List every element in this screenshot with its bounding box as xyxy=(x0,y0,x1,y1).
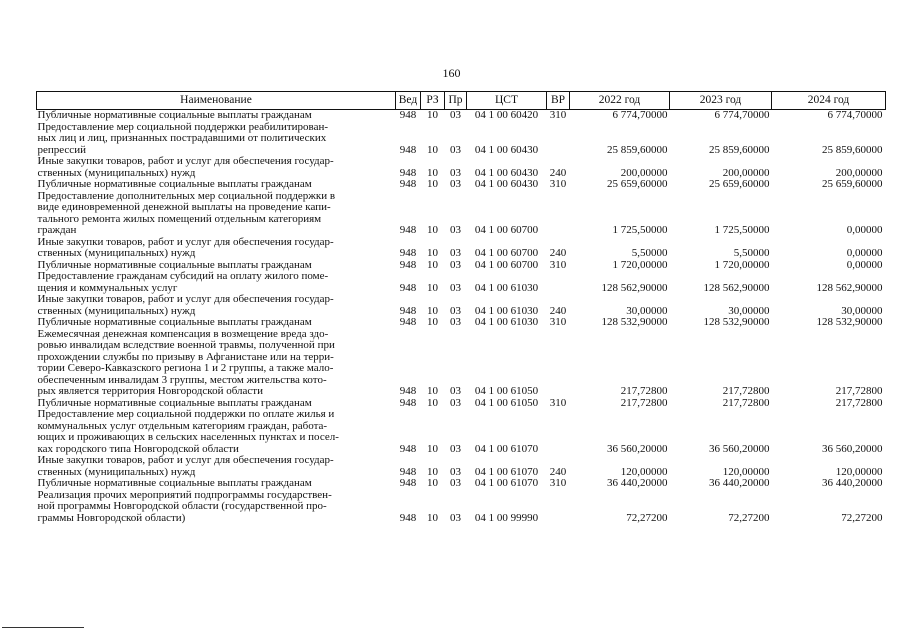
row-ved-cell: 948 xyxy=(399,258,417,271)
row-2022-cell: 6 774,70000 xyxy=(612,109,668,121)
row-2022-cell: 30,00000 xyxy=(626,304,668,317)
row-cst-cell: 04 1 00 61070 xyxy=(474,477,539,489)
row-name-cell: Иные закупки товаров, работ и услуг для обеспечения государ- ственных (муниципальных) нужд xyxy=(37,293,334,317)
row-2023-cell: 128 532,90000 xyxy=(703,316,770,328)
row-2022-cell: 25 659,60000 xyxy=(607,178,668,190)
row-name-cell: Публичные нормативные социальные выплаты гражданам xyxy=(37,477,312,489)
row-ved-cell: 948 xyxy=(399,511,417,524)
row-vr-cell xyxy=(547,490,570,525)
row-ved-cell: 948 xyxy=(399,224,417,236)
row-2022-cell: 25 859,60000 xyxy=(607,143,668,156)
row-name-cell: Публичные нормативные социальные выплаты гражданам xyxy=(37,178,312,190)
table-row xyxy=(37,317,886,329)
row-pr-cell: 03 xyxy=(450,247,461,259)
row-2023-cell: 128 562,90000 xyxy=(703,281,770,294)
row-vr-cell xyxy=(547,329,570,398)
row-pr-cell: 03 xyxy=(450,143,461,156)
row-2024-cell: 0,00000 xyxy=(846,224,883,236)
row-vr-cell: 240 xyxy=(549,247,567,259)
row-pr-cell: 03 xyxy=(450,178,461,190)
table-row xyxy=(37,409,886,455)
row-2022-cell: 36 560,20000 xyxy=(607,442,668,455)
row-name-cell: Ежемесячная денежная компенсация в возмещение вреда здо- ровью инвалидам вследствие военной травмы, полученной при прохождении службы по призыву в Афганистане или на терри- тории Северо-Кавказского региона 1 и 2 группы, а также мало- обеспеченным инвалидам 3 группы, местом жительства кото- рых является территория Новгородской области xyxy=(37,327,335,397)
row-2022-cell: 128 532,90000 xyxy=(601,316,668,328)
row-ved-cell: 948 xyxy=(399,247,417,259)
row-vr-cell: 310 xyxy=(549,258,567,271)
row-2022-cell: 1 720,00000 xyxy=(612,258,668,271)
row-ved-cell: 948 xyxy=(399,385,417,397)
row-rz-cell: 10 xyxy=(427,442,438,455)
table-row xyxy=(37,478,886,490)
row-ved-cell: 948 xyxy=(399,477,417,489)
table-row xyxy=(37,122,886,157)
row-rz-cell: 10 xyxy=(427,143,438,156)
row-name-cell: Предоставление мер социальной поддержки по оплате жилья и коммунальных услуг отдельным категориям граждан, работа- ющих и проживающих в сельских населенных пунктах и посел- ках городского типа Новгородской области xyxy=(37,408,339,455)
row-pr-cell: 03 xyxy=(450,281,461,294)
row-2022-cell: 120,00000 xyxy=(620,465,668,478)
row-vr-cell: 310 xyxy=(549,178,567,190)
row-2023-cell: 6 774,70000 xyxy=(714,109,770,121)
row-name-cell: Реализация прочих мероприятий подпрограммы государствен- ной программы Новгородской области (государственной про- граммы Новгородской области) xyxy=(37,488,332,524)
table-row xyxy=(37,271,886,294)
row-rz-cell: 10 xyxy=(427,465,438,478)
row-cst-cell: 04 1 00 60700 xyxy=(474,224,539,236)
row-2023-cell: 72,27200 xyxy=(728,511,770,524)
row-2022-cell: 36 440,20000 xyxy=(607,477,668,489)
row-cst-cell: 04 1 00 60420 xyxy=(474,109,539,121)
row-pr-cell: 03 xyxy=(450,442,461,455)
row-2024-cell: 36 440,20000 xyxy=(822,477,883,489)
row-cst-cell: 04 1 00 61050 xyxy=(474,385,539,397)
row-name-cell: Публичные нормативные социальные выплаты гражданам xyxy=(37,316,312,328)
row-name-cell: Публичные нормативные социальные выплаты гражданам xyxy=(37,396,312,409)
row-2022-cell: 128 562,90000 xyxy=(601,281,668,294)
header-2024: 2024 год xyxy=(772,92,886,110)
row-vr-cell xyxy=(547,122,570,157)
table-row xyxy=(37,294,886,317)
row-rz-cell: 10 xyxy=(427,396,438,409)
row-ved-cell: 948 xyxy=(399,166,417,179)
row-name-cell: Публичные нормативные социальные выплаты гражданам xyxy=(37,258,312,271)
row-name-cell: Иные закупки товаров, работ и услуг для обеспечения государ- ственных (муниципальных) нужд xyxy=(37,155,334,179)
table-row xyxy=(37,237,886,260)
row-2023-cell: 120,00000 xyxy=(722,465,770,478)
row-rz-cell: 10 xyxy=(427,247,438,259)
row-name-cell: Иные закупки товаров, работ и услуг для обеспечения государ- ственных (муниципальных) нужд xyxy=(37,454,334,478)
row-2024-cell: 128 532,90000 xyxy=(816,316,883,328)
row-cst-cell: 04 1 00 61030 xyxy=(474,316,539,328)
header-cst: ЦСТ xyxy=(467,92,547,110)
table-header xyxy=(37,92,886,110)
row-2024-cell: 200,00000 xyxy=(835,166,883,179)
row-pr-cell: 03 xyxy=(450,258,461,271)
table-row xyxy=(37,179,886,191)
row-cst-cell: 04 1 00 60700 xyxy=(474,247,539,259)
row-rz-cell: 10 xyxy=(427,224,438,236)
row-2022-cell: 200,00000 xyxy=(620,166,668,179)
row-2022-cell: 72,27200 xyxy=(626,511,668,524)
row-vr-cell: 310 xyxy=(549,109,567,121)
row-2023-cell: 36 440,20000 xyxy=(709,477,770,489)
row-2024-cell: 0,00000 xyxy=(846,258,883,271)
row-2022-cell: 217,72800 xyxy=(620,385,668,397)
row-vr-cell xyxy=(547,191,570,237)
row-vr-cell: 240 xyxy=(549,304,567,317)
table-row xyxy=(37,191,886,237)
table-body xyxy=(37,110,886,525)
row-pr-cell: 03 xyxy=(450,511,461,524)
row-pr-cell: 03 xyxy=(450,316,461,328)
table-row xyxy=(37,110,886,122)
row-name-cell: Иные закупки товаров, работ и услуг для обеспечения государ- ственных (муниципальных) нужд xyxy=(37,235,334,259)
header-name: Наименование xyxy=(37,92,396,110)
row-2023-cell: 217,72800 xyxy=(722,396,770,409)
row-2024-cell: 120,00000 xyxy=(835,465,883,478)
row-2024-cell: 217,72800 xyxy=(835,396,883,409)
row-2023-cell: 36 560,20000 xyxy=(709,442,770,455)
row-pr-cell: 03 xyxy=(450,465,461,478)
row-ved-cell: 948 xyxy=(399,316,417,328)
row-rz-cell: 10 xyxy=(427,281,438,294)
table-row xyxy=(37,455,886,478)
row-2024-cell: 30,00000 xyxy=(841,304,883,317)
row-name-cell: Предоставление мер социальной поддержки реабилитирован- ных лиц и лиц, признанных пострадавшими от политических репрессий xyxy=(37,120,329,156)
header-ved: Вед xyxy=(396,92,421,110)
row-2023-cell: 217,72800 xyxy=(722,385,770,397)
row-rz-cell: 10 xyxy=(427,166,438,179)
row-cst-cell: 04 1 00 60430 xyxy=(474,143,539,156)
row-ved-cell: 948 xyxy=(399,465,417,478)
header-vr: ВР xyxy=(547,92,570,110)
row-2023-cell: 5,50000 xyxy=(733,247,770,259)
row-ved-cell: 948 xyxy=(399,109,417,121)
row-rz-cell: 10 xyxy=(427,511,438,524)
header-pr: Пр xyxy=(445,92,467,110)
table-row xyxy=(37,329,886,398)
row-2024-cell: 25 859,60000 xyxy=(822,143,883,156)
row-2023-cell: 1 720,00000 xyxy=(714,258,770,271)
row-pr-cell: 03 xyxy=(450,385,461,397)
row-name-cell: Предоставление гражданам субсидий на оплату жилого поме- щения и коммунальных услуг xyxy=(37,270,329,294)
row-2024-cell: 128 562,90000 xyxy=(816,281,883,294)
row-cst-cell: 04 1 00 60430 xyxy=(474,166,539,179)
row-2024-cell: 72,27200 xyxy=(841,511,883,524)
row-ved-cell: 948 xyxy=(399,396,417,409)
row-pr-cell: 03 xyxy=(450,109,461,121)
row-cst-cell: 04 1 00 60430 xyxy=(474,178,539,190)
row-cst-cell: 04 1 00 61030 xyxy=(474,304,539,317)
row-2023-cell: 200,00000 xyxy=(722,166,770,179)
row-name-cell: Публичные нормативные социальные выплаты гражданам xyxy=(37,109,312,121)
row-2024-cell: 25 659,60000 xyxy=(822,178,883,190)
row-pr-cell: 03 xyxy=(450,166,461,179)
footnote-divider xyxy=(2,627,84,628)
row-2024-cell: 0,00000 xyxy=(846,247,883,259)
table-row xyxy=(37,490,886,525)
row-vr-cell: 240 xyxy=(549,166,567,179)
row-2022-cell: 5,50000 xyxy=(631,247,668,259)
table-row xyxy=(37,156,886,179)
row-2022-cell: 217,72800 xyxy=(620,396,668,409)
row-vr-cell xyxy=(547,409,570,455)
row-rz-cell: 10 xyxy=(427,316,438,328)
row-2023-cell: 25 659,60000 xyxy=(709,178,770,190)
row-ved-cell: 948 xyxy=(399,281,417,294)
row-ved-cell: 948 xyxy=(399,143,417,156)
row-2022-cell: 1 725,50000 xyxy=(612,224,668,236)
row-vr-cell: 310 xyxy=(549,477,567,489)
row-vr-cell: 240 xyxy=(549,465,567,478)
row-2024-cell: 36 560,20000 xyxy=(822,442,883,455)
header-rz: РЗ xyxy=(421,92,445,110)
row-2023-cell: 25 859,60000 xyxy=(709,143,770,156)
row-pr-cell: 03 xyxy=(450,477,461,489)
row-rz-cell: 10 xyxy=(427,477,438,489)
page-number: 160 xyxy=(442,66,461,80)
row-cst-cell: 04 1 00 61030 xyxy=(474,281,539,294)
row-2023-cell: 30,00000 xyxy=(728,304,770,317)
row-ved-cell: 948 xyxy=(399,304,417,317)
row-cst-cell: 04 1 00 60700 xyxy=(474,258,539,271)
row-2024-cell: 217,72800 xyxy=(835,385,883,397)
row-rz-cell: 10 xyxy=(427,178,438,190)
row-pr-cell: 03 xyxy=(450,304,461,317)
row-cst-cell: 04 1 00 61070 xyxy=(474,442,539,455)
row-name-cell: Предоставление дополнительных мер социальной поддержки в виде единовременной денежной выплаты на проведение капи- тального ремонта жилых помещений отдельным категориям граждан xyxy=(37,189,336,236)
row-vr-cell: 310 xyxy=(549,396,567,409)
budget-table xyxy=(36,91,886,524)
row-ved-cell: 948 xyxy=(399,178,417,190)
row-cst-cell: 04 1 00 99990 xyxy=(474,511,539,524)
row-vr-cell: 310 xyxy=(549,316,567,328)
header-2023: 2023 год xyxy=(670,92,772,110)
row-rz-cell: 10 xyxy=(427,258,438,271)
row-2023-cell: 1 725,50000 xyxy=(714,224,770,236)
row-cst-cell: 04 1 00 61070 xyxy=(474,465,539,478)
row-rz-cell: 10 xyxy=(427,109,438,121)
row-rz-cell: 10 xyxy=(427,385,438,397)
row-2024-cell: 6 774,70000 xyxy=(827,109,883,121)
row-rz-cell: 10 xyxy=(427,304,438,317)
row-pr-cell: 03 xyxy=(450,224,461,236)
row-vr-cell xyxy=(547,271,570,294)
row-ved-cell: 948 xyxy=(399,442,417,455)
row-cst-cell: 04 1 00 61050 xyxy=(474,396,539,409)
header-2022: 2022 год xyxy=(570,92,670,110)
row-pr-cell: 03 xyxy=(450,396,461,409)
